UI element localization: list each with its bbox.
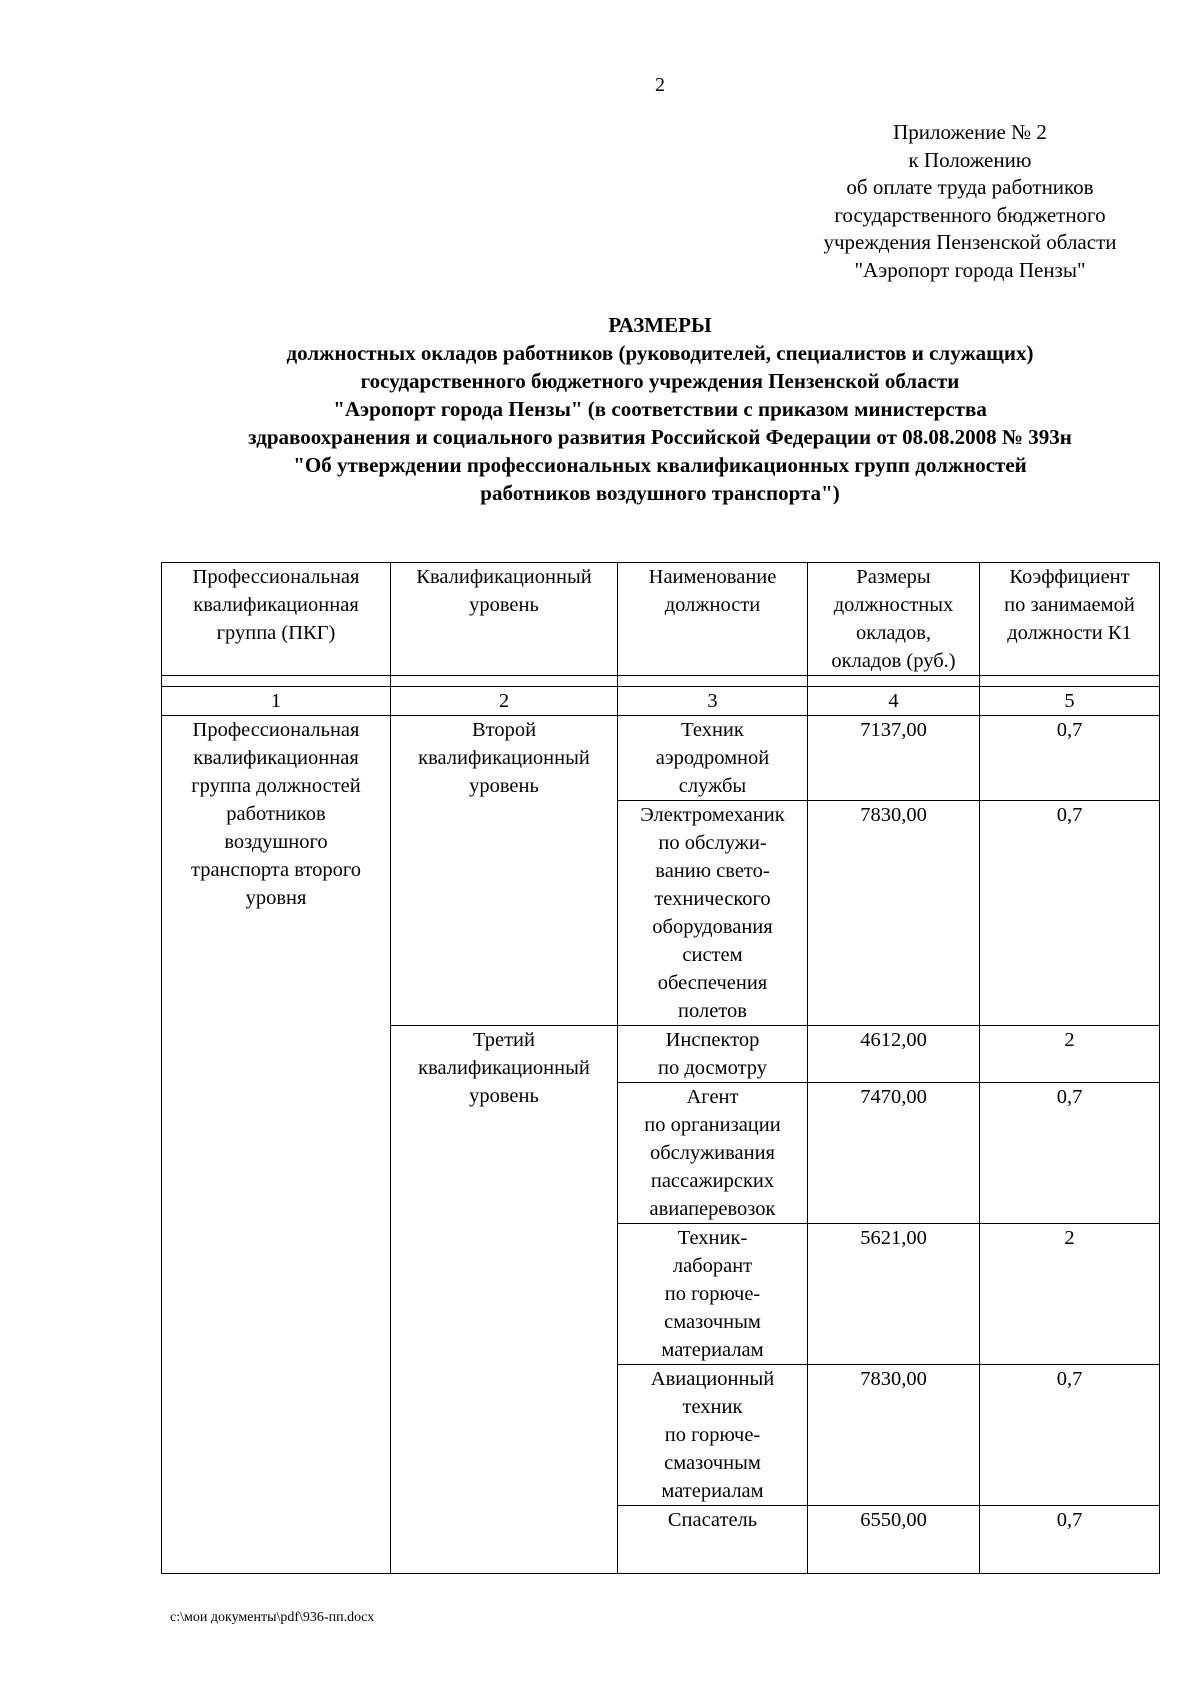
header-line: по занимаемой [1004, 594, 1135, 616]
position-cell [618, 1224, 808, 1365]
group-line: группа должностей [191, 775, 361, 797]
header-line: уровень [469, 594, 539, 616]
position-line: аэродромной [655, 747, 770, 769]
salary-cell: 4612,00 [808, 1026, 980, 1083]
header-row [162, 563, 1160, 676]
group-line: Профессиональная [192, 719, 360, 741]
separator-cell [808, 676, 980, 687]
separator-cell [980, 676, 1160, 687]
salary-cell: 7470,00 [808, 1083, 980, 1224]
position-line: обеспечения [657, 972, 768, 994]
appendix-line: "Аэропорт города Пензы" [854, 257, 1086, 282]
position-line: Спасатель [667, 1509, 758, 1531]
header-line: Размеры [856, 566, 931, 588]
salary-cell: 6550,00 [808, 1506, 980, 1574]
header-line: окладов, [855, 622, 932, 644]
header-line: окладов (руб.) [831, 650, 956, 672]
position-line: лаборант [672, 1255, 753, 1277]
position-line: Техник [681, 719, 744, 741]
coefficient-cell: 0,7 [980, 1365, 1160, 1506]
position-line: оборудования [652, 916, 773, 938]
position-cell [618, 1026, 808, 1083]
column-number-row [162, 687, 1160, 716]
title-line: здравоохранения и социального развития Российской Федерации от 08.08.2008 № 393н [248, 425, 1072, 449]
level-line: Второй [471, 719, 537, 741]
title-line: государственного бюджетного учреждения Пензенской области [360, 369, 960, 393]
column-number: 2 [391, 687, 618, 716]
column-number: 5 [980, 687, 1160, 716]
position-line: Инспектор [665, 1029, 760, 1051]
position-cell [618, 801, 808, 1026]
appendix-line: к Положению [908, 147, 1032, 172]
position-line: смазочным [664, 1311, 761, 1333]
level-cell [391, 1026, 618, 1574]
separator-row [162, 676, 1160, 687]
column-header [618, 563, 808, 676]
position-line: по организации [644, 1114, 781, 1136]
position-line: по досмотру [657, 1057, 768, 1079]
position-line: полетов [678, 1000, 747, 1022]
appendix-note [760, 119, 1180, 284]
salary-cell: 5621,00 [808, 1224, 980, 1365]
position-cell [618, 716, 808, 801]
level-cell [391, 716, 618, 1026]
position-line: по горюче- [664, 1424, 761, 1446]
level-line: квалификационный [418, 1057, 590, 1079]
title-line: РАЗМЕРЫ [608, 313, 712, 337]
separator-cell [618, 676, 808, 687]
column-header [980, 563, 1160, 676]
column-header [808, 563, 980, 676]
coefficient-cell: 0,7 [980, 716, 1160, 801]
header-line: Квалификационный [416, 566, 592, 588]
position-line: службы [678, 775, 747, 797]
column-header [162, 563, 391, 676]
salary-cell: 7137,00 [808, 716, 980, 801]
position-line: Техник- [677, 1227, 748, 1249]
header-line: должности [664, 594, 761, 616]
group-line: уровня [245, 887, 307, 909]
position-line: ванию свето- [655, 860, 770, 882]
position-line: Электромеханик [640, 804, 785, 826]
separator-cell [391, 676, 618, 687]
group-line: воздушного [224, 831, 328, 853]
header-line: Коэффициент [1009, 566, 1130, 588]
separator-cell [162, 676, 391, 687]
position-line: систем [682, 944, 743, 966]
position-cell [618, 1506, 808, 1574]
coefficient-cell: 2 [980, 1026, 1160, 1083]
column-number: 4 [808, 687, 980, 716]
appendix-line: государственного бюджетного [834, 202, 1106, 227]
header-line: квалификационная [193, 594, 359, 616]
level-line: квалификационный [418, 747, 590, 769]
group-cell [162, 716, 391, 1574]
header-line: Наименование [648, 566, 777, 588]
appendix-line: Приложение № 2 [893, 120, 1047, 144]
position-line: по обслужи- [658, 832, 767, 854]
position-line: материалам [661, 1480, 764, 1502]
level-line: уровень [469, 775, 539, 797]
salary-cell: 7830,00 [808, 1365, 980, 1506]
coefficient-cell: 0,7 [980, 801, 1160, 1026]
salary-table [161, 562, 1160, 1574]
position-line: технического [654, 888, 771, 910]
group-line: работников [226, 803, 326, 825]
position-line: техник [682, 1396, 743, 1418]
level-line: Третий [473, 1029, 535, 1051]
column-number: 1 [162, 687, 391, 716]
position-line: по горюче- [664, 1283, 761, 1305]
document-title [130, 311, 1190, 507]
appendix-line: учреждения Пензенской области [823, 230, 1117, 254]
position-cell [618, 1083, 808, 1224]
appendix-line: об оплате труда работников [846, 175, 1094, 199]
group-line: транспорта второго [190, 859, 362, 881]
table-row [162, 716, 1160, 801]
title-line: работников воздушного транспорта") [480, 481, 840, 505]
title-line: "Аэропорт города Пензы" (в соответствии с приказом министерства [333, 397, 987, 421]
position-line: смазочным [664, 1452, 761, 1474]
level-line: уровень [469, 1085, 539, 1107]
title-line: должностных окладов работников (руководителей, специалистов и служащих) [286, 341, 1034, 365]
position-line: авиаперевозок [649, 1198, 776, 1220]
coefficient-cell: 2 [980, 1224, 1160, 1365]
position-line: обслуживания [649, 1142, 775, 1164]
coefficient-cell: 0,7 [980, 1506, 1160, 1574]
position-line: материалам [661, 1339, 764, 1361]
column-number: 3 [618, 687, 808, 716]
page-number: 2 [655, 74, 665, 96]
coefficient-cell: 0,7 [980, 1083, 1160, 1224]
group-line: квалификационная [193, 747, 359, 769]
position-line: пассажирских [650, 1170, 775, 1192]
column-header [391, 563, 618, 676]
position-line: Авиационный [650, 1368, 775, 1390]
header-line: должности К1 [1007, 622, 1132, 644]
file-path-footer: c:\мои документы\pdf\936-пп.docx [170, 1610, 375, 1625]
position-line: Агент [686, 1086, 739, 1108]
header-line: Профессиональная [192, 566, 360, 588]
header-line: группа (ПКГ) [216, 622, 336, 644]
position-cell [618, 1365, 808, 1506]
title-line: "Об утверждении профессиональных квалификационных групп должностей [293, 453, 1027, 477]
salary-cell: 7830,00 [808, 801, 980, 1026]
header-line: должностных [833, 594, 954, 616]
